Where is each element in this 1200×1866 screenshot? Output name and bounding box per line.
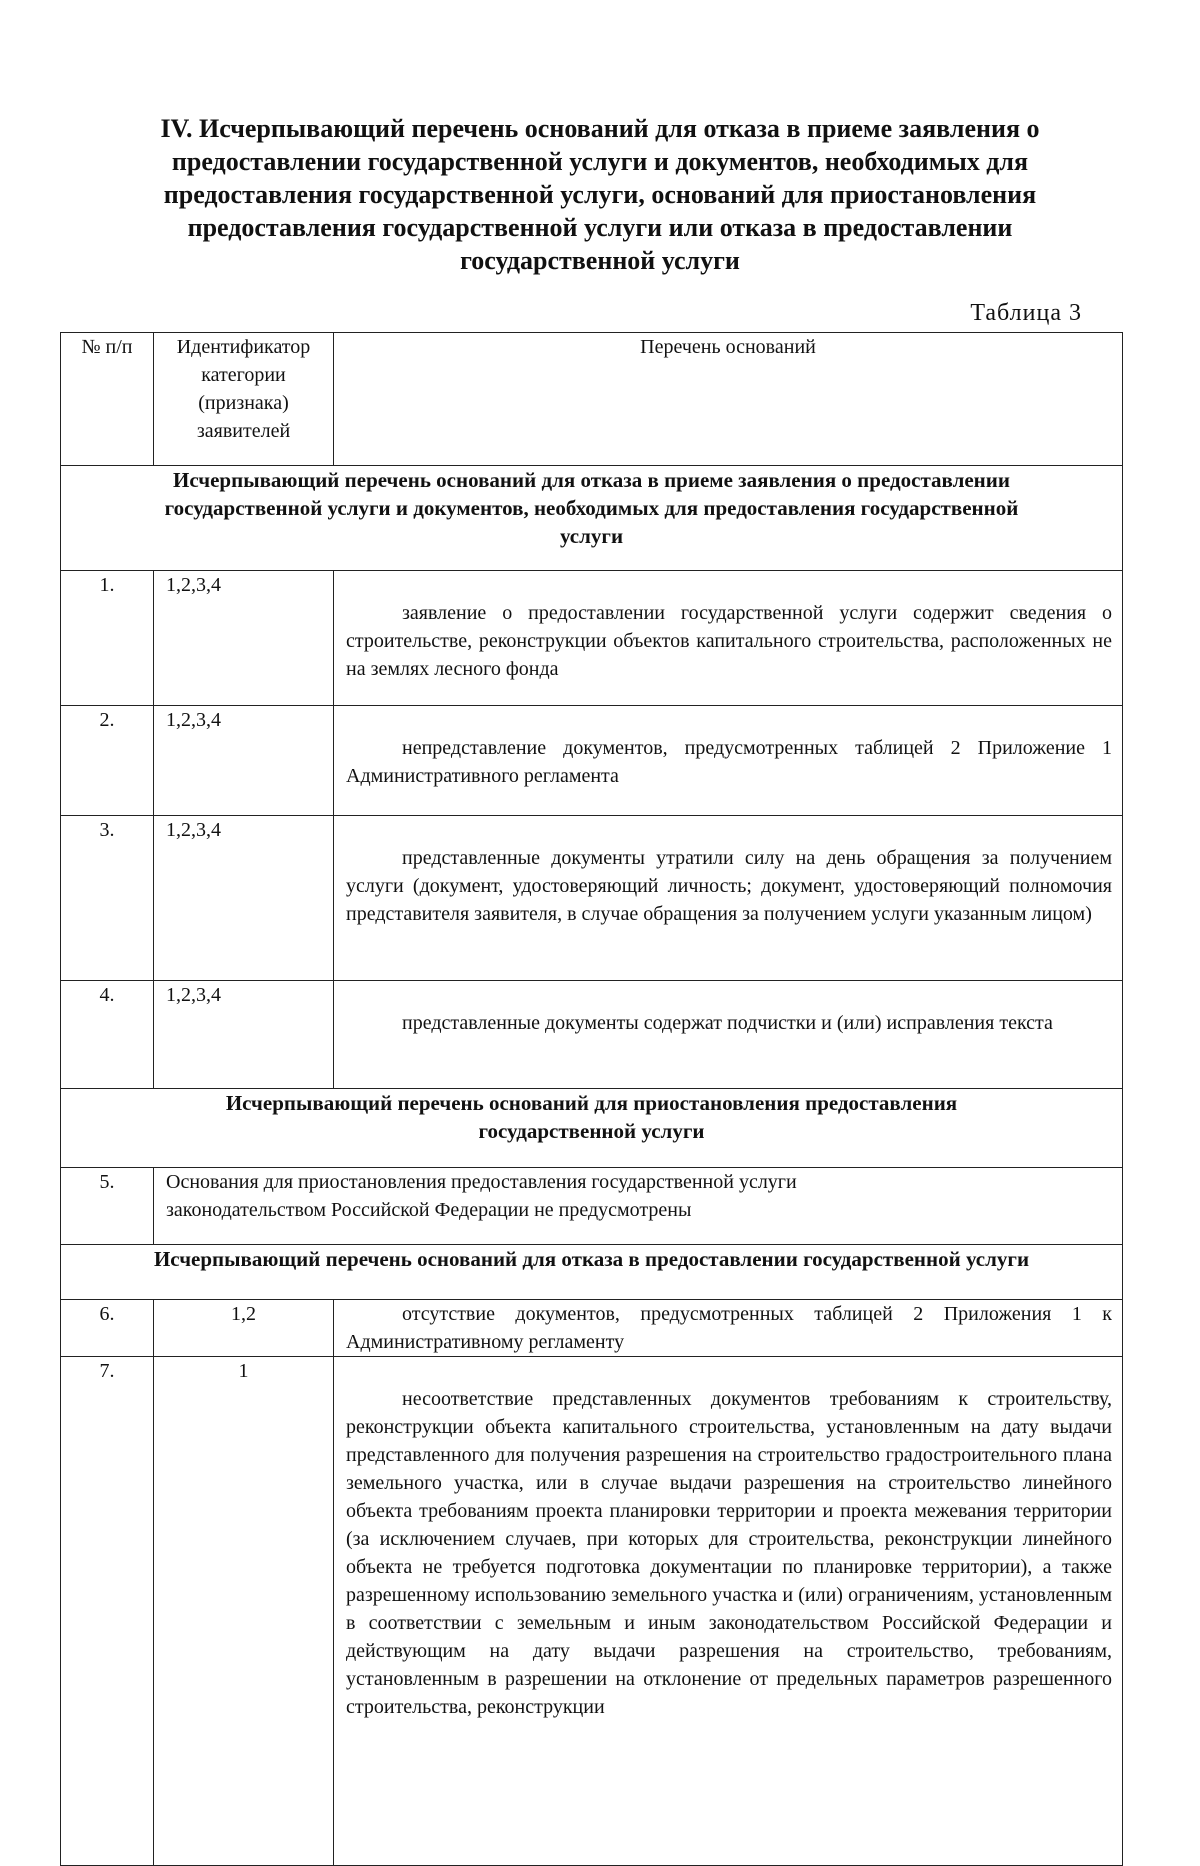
row-category: 1,2,3,4 [154,706,334,816]
section-title-line: государственной услуги и документов, необходимых для предоставления государственной [164,496,1019,520]
heading-line: предоставления государственной услуги или отказа в предоставлении [187,213,1013,242]
section-title-line: государственной услуги [478,1119,705,1143]
table-row [61,1300,1123,1357]
header-num: № п/п [61,333,154,466]
row-reason: заявление о предоставлении государственной услуги содержит сведения о строительстве, реконструкции объектов капитального строительства, расположенных не на землях лесного фонда [334,571,1123,706]
row-category: 1,2 [154,1300,334,1357]
row-reason [154,1168,1123,1245]
table-row [61,981,1123,1089]
row-num: 5. [61,1168,154,1245]
row-num: 1. [61,571,154,706]
heading-line: предоставлении государственной услуги и документов, необходимых для [171,147,1029,176]
row-reason: представленные документы утратили силу на день обращения за получением услуги (документ, удостоверяющий личность; документ, удостоверяющий полномочия представителя заявителя, в случае обращения за получением услуги указанным лицом) [334,816,1123,981]
table-row [61,1168,1123,1245]
section-title-line: услуги [559,524,624,548]
section-title-line: Исчерпывающий перечень оснований для отказа в приеме заявления о предоставлении [173,468,1010,492]
section-heading [100,112,1100,277]
table-caption: Таблица 3 [970,300,1082,326]
section-title-line: Исчерпывающий перечень оснований для приостановления предоставления [225,1091,958,1115]
row-reason: непредставление документов, предусмотренных таблицей 2 Приложение 1 Административного регламента [334,706,1123,816]
table-row [61,816,1123,981]
row-reason: представленные документы содержат подчистки и (или) исправления текста [334,981,1123,1089]
row-category: 1,2,3,4 [154,571,334,706]
row-reason: несоответствие представленных документов требованиям к строительству, реконструкции объекта капитального строительства, установленным на дату выдачи представленного для получения разрешения на строительство градостроительного плана земельного участка, или в случае выдачи разрешения на строительство линейного объекта требованиям проекта планировки территории и проекта межевания территории (за исключением случаев, при которых для строительства, реконструкции линейного объекта не требуется подготовка документации по планировке территории), а также разрешенному использованию земельного участка и (или) ограничениям, установленным в соответствии с земельным и иным законодательством Российской Федерации и действующим на дату выдачи разрешения на строительство, требованиям, установленным в разрешении на отклонение от предельных параметров разрешенного строительства, реконструкции [334,1357,1123,1866]
section-title-line: Исчерпывающий перечень оснований для отказа в предоставлении государственной услуги [153,1247,1030,1271]
grounds-table [60,332,1123,1866]
row-reason-line: Основания для приостановления предоставления государственной услуги [166,1171,797,1193]
section-row-refusal-to-accept [61,466,1123,571]
row-num: 3. [61,816,154,981]
row-category: 1 [154,1357,334,1866]
heading-line: предоставления государственной услуги, оснований для приостановления [163,180,1037,209]
header-category: Идентификатор категории (признака) заявителей [154,333,334,466]
row-num: 4. [61,981,154,1089]
section-title [61,1089,1123,1168]
row-category: 1,2,3,4 [154,816,334,981]
section-row-suspension [61,1089,1123,1168]
heading-line: IV. Исчерпывающий перечень оснований для отказа в приеме заявления о [160,114,1040,143]
row-reason-line: законодательством Российской Федерации не предусмотрены [166,1199,692,1221]
row-num: 2. [61,706,154,816]
row-num: 6. [61,1300,154,1357]
section-row-refusal-to-provide [61,1245,1123,1300]
row-category: 1,2,3,4 [154,981,334,1089]
table-header-row [61,333,1123,466]
table-row [61,571,1123,706]
header-reasons: Перечень оснований [334,333,1123,466]
section-title [61,1245,1123,1300]
section-title [61,466,1123,571]
table-row [61,706,1123,816]
row-num: 7. [61,1357,154,1866]
heading-line: государственной услуги [460,246,740,275]
table-row [61,1357,1123,1866]
row-reason: отсутствие документов, предусмотренных таблицей 2 Приложения 1 к Административному регламенту [334,1300,1123,1357]
